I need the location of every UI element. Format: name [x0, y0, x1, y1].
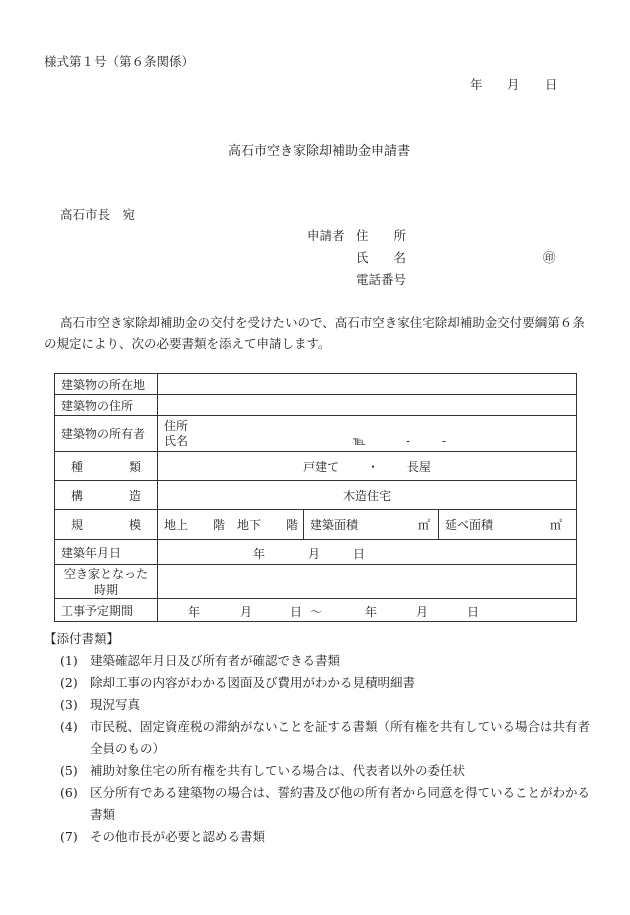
structure-value: 木造住宅: [342, 488, 391, 503]
list-item: [60, 826, 590, 848]
type-label: [55, 452, 158, 481]
date-year-label: 年: [470, 77, 483, 92]
building-area-unit: ㎡: [417, 518, 430, 532]
seal-mark: ㊞: [543, 250, 556, 265]
row-structure: [55, 481, 577, 510]
schedule-start-month: 月: [240, 605, 253, 619]
schedule-end-day: 日: [467, 605, 480, 619]
address-field[interactable]: [158, 395, 577, 416]
structure-label-a: 構: [71, 488, 84, 503]
location-field[interactable]: [158, 374, 577, 395]
row-built-date: [55, 540, 577, 565]
owner-address-label: 住所: [164, 418, 189, 433]
list-item: [60, 694, 590, 716]
scale-field[interactable]: [158, 510, 577, 540]
floors-cell[interactable]: [158, 510, 304, 539]
vacant-time-label-line2: 時期: [93, 582, 118, 597]
schedule-end-year: 年: [365, 605, 378, 619]
row-owner: [55, 416, 577, 452]
list-item: [60, 672, 590, 694]
location-label: 建築物の所在地: [55, 374, 158, 395]
type-option-row-house[interactable]: 長屋: [406, 459, 431, 474]
attachments-heading: 【添付書類】: [44, 631, 120, 646]
item-number: (1): [60, 653, 78, 668]
building-area-label: 建築面積: [310, 518, 359, 532]
item-text: その他市長が必要と認める書類: [90, 829, 266, 844]
item-number: (5): [60, 763, 78, 778]
body-text-line1: 高石市空き家除却補助金の交付を受けたいので、高石市空き家住宅除却補助金交付要綱第６条: [60, 315, 585, 330]
document-title: 高石市空き家除却補助金申請書: [228, 144, 411, 159]
type-option-detached[interactable]: 戸建て: [303, 459, 340, 474]
row-location: [55, 374, 577, 395]
total-area-cell[interactable]: [439, 510, 576, 539]
applicant-phone-label: 電話番号: [356, 272, 407, 287]
form-number: 様式第１号（第６条関係）: [44, 54, 195, 69]
owner-tel-label: ℡: [353, 434, 366, 448]
item-text: 除却工事の内容がわかる図面及び費用がわかる見積明細書: [90, 675, 416, 690]
list-item: [60, 782, 590, 826]
item-text: 補助対象住宅の所有権を共有している場合は、代表者以外の委任状: [90, 763, 466, 778]
structure-label: [55, 481, 158, 510]
built-date-field[interactable]: [158, 540, 577, 565]
owner-name-label: 氏名: [164, 433, 189, 448]
row-scale: [55, 510, 577, 540]
owner-tel-dash1: -: [406, 434, 411, 448]
scale-label-a: 規: [71, 518, 84, 532]
schedule-label: 工事予定期間: [55, 599, 158, 622]
item-number: (2): [60, 675, 78, 690]
building-area-cell[interactable]: [304, 510, 439, 539]
floors-above-label: 地上: [164, 518, 189, 532]
item-number: (3): [60, 697, 78, 712]
row-type: [55, 452, 577, 481]
addressee: 高石市長 宛: [60, 207, 136, 222]
item-text: 建築確認年月日及び所有者が確認できる書類: [90, 653, 341, 668]
structure-field[interactable]: [158, 481, 577, 510]
item-number: (7): [60, 829, 78, 844]
list-item: [60, 650, 590, 672]
applicant-address-label: 住 所: [356, 228, 407, 243]
list-item: [60, 716, 590, 760]
item-text: 市民税、固定資産税の滞納がないことを証する書類（所有権を共有している場合は共有者全員のもの）: [90, 719, 591, 756]
schedule-start-day: 日: [290, 605, 303, 619]
vacant-time-field[interactable]: [158, 565, 577, 599]
applicant-name-label: 氏 名: [356, 250, 407, 265]
owner-field[interactable]: [158, 416, 577, 452]
total-area-unit: ㎡: [549, 518, 562, 532]
structure-label-b: 造: [128, 488, 141, 503]
item-text: 区分所有である建築物の場合は、誓約書及び他の所有者から同意を得ていることがわかる書類: [90, 785, 591, 822]
schedule-field[interactable]: [158, 599, 577, 622]
floors-below-unit: 階: [286, 518, 299, 532]
type-field[interactable]: [158, 452, 577, 481]
type-label-b: 類: [128, 459, 141, 474]
schedule-start-year: 年: [188, 605, 201, 619]
list-item: [60, 760, 590, 782]
address-label: 建築物の住所: [55, 395, 158, 416]
built-year-label: 年: [253, 547, 266, 561]
scale-label: [55, 510, 158, 540]
owner-tel-dash2: -: [442, 434, 447, 448]
total-area-label: 延べ面積: [445, 518, 494, 532]
built-month-label: 月: [308, 547, 321, 561]
built-day-label: 日: [353, 547, 366, 561]
scale-label-b: 模: [128, 518, 141, 532]
floors-above-unit: 階: [213, 518, 226, 532]
date-month-label: 月: [507, 77, 520, 92]
item-number: (4): [60, 719, 78, 734]
item-text: 現況写真: [90, 697, 141, 712]
vacant-time-label-line1: 空き家となった: [63, 566, 148, 581]
row-address: [55, 395, 577, 416]
body-text-line2: の規定により、次の必要書類を添えて申請します。: [44, 336, 331, 351]
row-schedule: [55, 599, 577, 622]
vacant-time-label: [55, 565, 158, 599]
attachments-list: [60, 650, 590, 848]
item-number: (6): [60, 785, 78, 800]
application-table: [54, 373, 577, 622]
owner-label: 建築物の所有者: [55, 416, 158, 452]
type-separator: ・: [366, 459, 379, 474]
built-date-label: 建築年月日: [55, 540, 158, 565]
type-label-a: 種: [71, 459, 84, 474]
date-day-label: 日: [545, 77, 558, 92]
row-vacant-time: [55, 565, 577, 599]
schedule-end-month: 月: [416, 605, 429, 619]
applicant-label: 申請者: [307, 228, 345, 243]
schedule-tilde: ～: [310, 605, 323, 619]
floors-below-label: 地下: [237, 518, 262, 532]
